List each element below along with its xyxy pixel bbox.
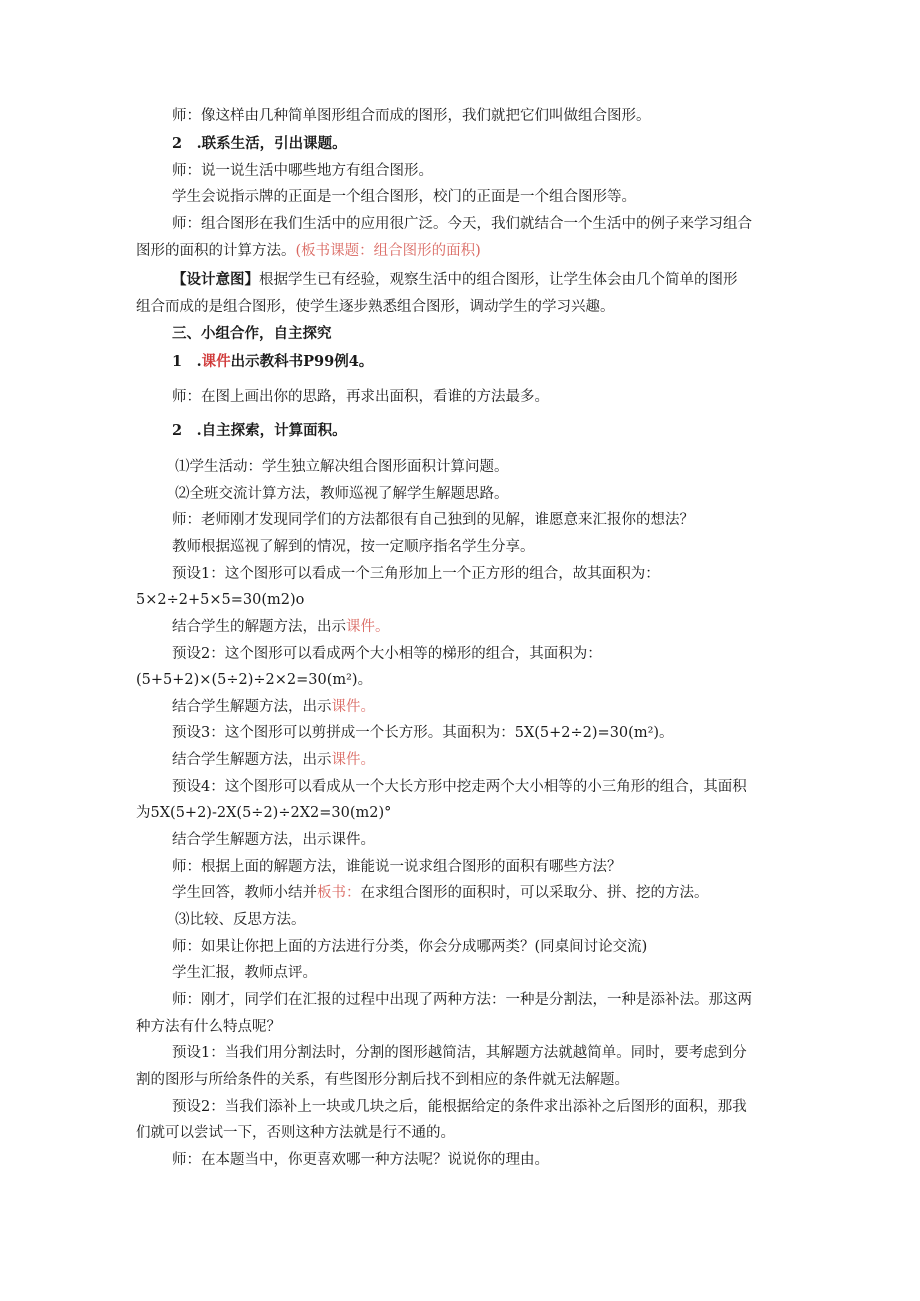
paragraph-line: 结合学生解题方法，出示课件。 (172, 832, 375, 848)
paragraph-line (172, 883, 709, 903)
paragraph-text: 学生回答，教师小结并 (172, 885, 317, 901)
paragraph-text: 图形的面积的计算方法。 (136, 243, 296, 259)
paragraph-line: 师：组合图形在我们生活中的应用很广泛。今天，我们就结合一个生活中的例子来学习组合 (172, 216, 752, 232)
section-heading: 三、小组合作，自主探究 (172, 325, 332, 342)
paragraph-line: 学生会说指示牌的正面是一个组合图形，校门的正面是一个组合图形等。 (172, 189, 636, 205)
formula-line: (5+5+2)×(5÷2)÷2×2=30(m²)。 (136, 672, 373, 688)
courseware-highlight: 课件。 (331, 752, 375, 768)
paragraph-line: 预设4：这个图形可以看成从一个大长方形中挖走两个大小相等的小三角形的组合，其面积 (172, 779, 747, 795)
paragraph-line (172, 697, 375, 717)
paragraph-line (172, 270, 738, 290)
paragraph-text: 根据学生已有经验，观察生活中的组合图形，让学生体会由几个简单的图形 (259, 272, 738, 288)
paragraph-line: 组合而成的是组合图形，使学生逐步熟悉组合图形，调动学生的学习兴趣。 (136, 299, 615, 315)
paragraph-line (136, 241, 481, 261)
section-heading: 2 .联系生活，引出课题。 (172, 135, 347, 152)
paragraph-line: 师：在本题当中，你更喜欢哪一种方法呢？说说你的理由。 (172, 1152, 549, 1168)
heading-text: 出示教科书P99例4。 (230, 353, 374, 370)
list-number: 1 . (172, 353, 202, 370)
paragraph-line: 预设1：当我们用分割法时，分割的图形越简洁，其解题方法就越简单。同时，要考虑到分 (172, 1045, 747, 1061)
paragraph-line: 种方法有什么特点呢？ (136, 1019, 281, 1035)
paragraph-line: 师：老师刚才发现同学们的方法都很有自己独到的见解，谁愿意来汇报你的想法？ (172, 512, 694, 528)
paragraph-line: 师：刚才，同学们在汇报的过程中出现了两种方法：一种是分割法，一种是添补法。那这两 (172, 992, 752, 1008)
formula-line: 为5X(5+2)-2X(5÷2)÷2X2=30(m2)° (136, 805, 392, 821)
paragraph-text: 结合学生解题方法，出示 (172, 699, 332, 715)
paragraph-line: 学生汇报，教师点评。 (172, 965, 317, 981)
paragraph-line: 割的图形与所给条件的关系，有些图形分割后找不到相应的条件就无法解题。 (136, 1072, 629, 1088)
paragraph-text: 在求组合图形的面积时，可以采取分、拼、挖的方法。 (360, 885, 709, 901)
paragraph-line: ⑵全班交流计算方法，教师巡视了解学生解题思路。 (175, 486, 509, 502)
board-note: 板书： (317, 885, 361, 901)
paragraph-line (172, 617, 390, 637)
paragraph-line: 教师根据巡视了解到的情况，按一定顺序指名学生分享。 (172, 539, 535, 555)
paragraph-line: 预设2：这个图形可以看成两个大小相等的梯形的组合，其面积为： (172, 646, 602, 662)
paragraph-line: ⑴学生活动：学生独立解决组合图形面积计算问题。 (175, 459, 509, 475)
board-note: (板书课题：组合图形的面积) (295, 243, 481, 259)
paragraph-line: 预设2：当我们添补上一块或几块之后，能根据给定的条件求出添补之后图形的面积，那我 (172, 1099, 747, 1115)
paragraph-line: 师：说一说生活中哪些地方有组合图形。 (172, 163, 433, 179)
paragraph-line: 师：在图上画出你的思路，再求出面积，看谁的方法最多。 (172, 389, 549, 405)
design-intent-label: 【设计意图】 (172, 271, 259, 288)
paragraph-line: 们就可以尝试一下，否则这种方法就是行不通的。 (136, 1125, 455, 1141)
paragraph-text: 结合学生的解题方法，出示 (172, 619, 346, 635)
courseware-highlight: 课件。 (331, 699, 375, 715)
paragraph-line: ⑶比较、反思方法。 (175, 912, 306, 928)
paragraph-line: 师：像这样由几种简单图形组合而成的图形，我们就把它们叫做组合图形。 (172, 108, 651, 124)
paragraph-line: 师：如果让你把上面的方法进行分类，你会分成哪两类？(同桌间讨论交流) (172, 939, 648, 955)
section-heading: 2 .自主探索，计算面积。 (172, 422, 347, 439)
courseware-highlight: 课件 (201, 353, 231, 370)
paragraph-text: 结合学生解题方法，出示 (172, 752, 332, 768)
paragraph-line (172, 750, 375, 770)
paragraph-line: 预设3：这个图形可以剪拼成一个长方形。其面积为：5X(5+2÷2)=30(m²)。 (172, 725, 674, 741)
courseware-highlight: 课件。 (346, 619, 390, 635)
formula-line: 5×2÷2+5×5=30(m2)o (136, 592, 305, 608)
paragraph-line: 师：根据上面的解题方法，谁能说一说求组合图形的面积有哪些方法？ (172, 859, 622, 875)
paragraph-line: 预设1：这个图形可以看成一个三角形加上一个正方形的组合，故其面积为： (172, 566, 660, 582)
section-heading (172, 352, 373, 372)
